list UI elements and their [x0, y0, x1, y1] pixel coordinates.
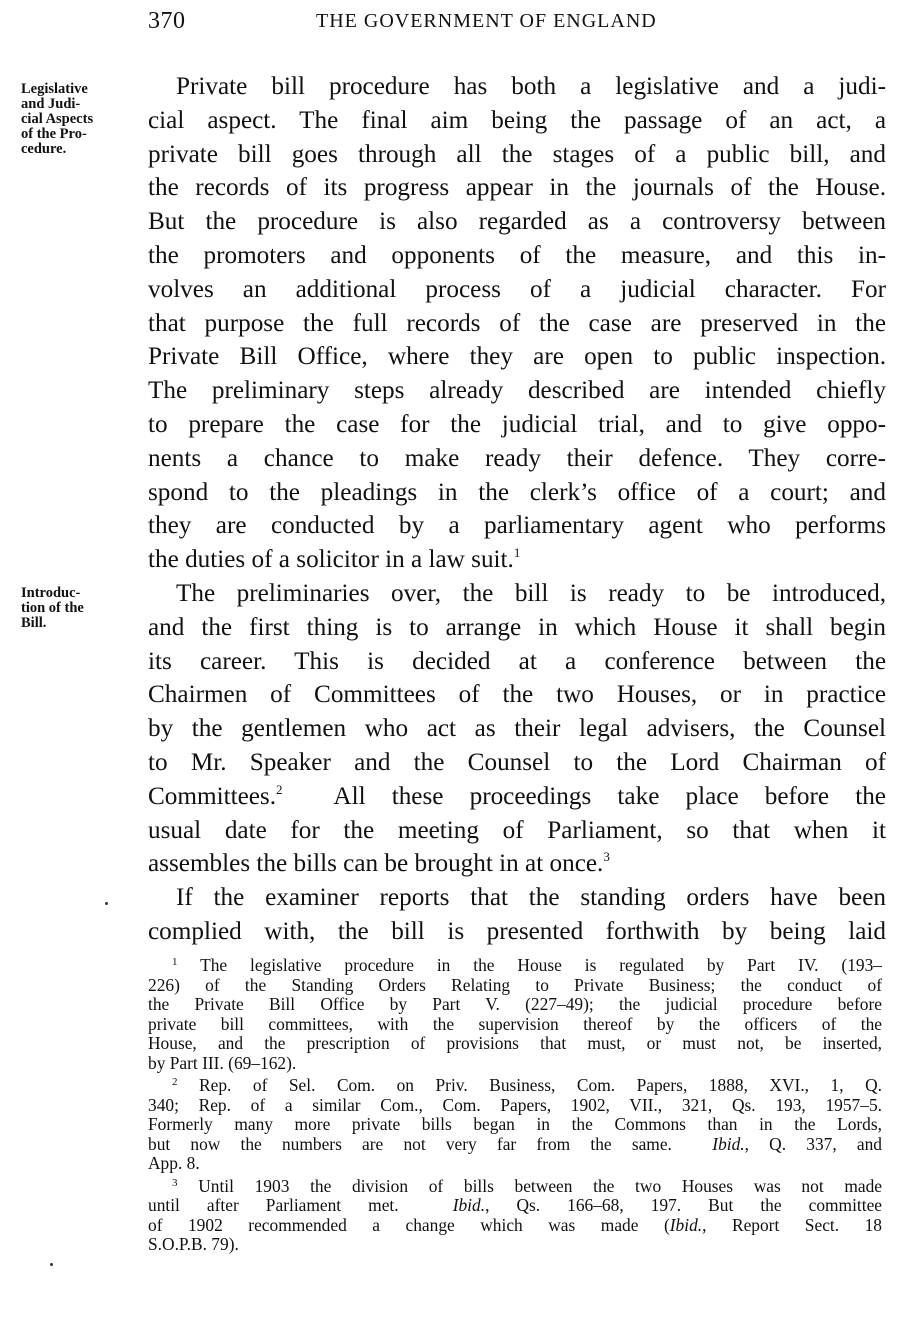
footnote-line: House, and the prescription of provisions that must, or must not, be inserted,: [148, 1033, 882, 1053]
footnote-line: 226) of the Standing Orders Relating to Private Business; the conduct of: [148, 974, 882, 995]
footnote-line: private bill committees, with the supervision thereof by the officers of the: [148, 1013, 882, 1034]
print-speck: [105, 902, 108, 905]
text-line: If the examiner reports that the standing orders have been: [176, 884, 886, 912]
text-fragment: assembles the bills can be brought in at once.: [148, 850, 604, 878]
running-head: [148, 8, 888, 38]
footnote-ref-2: 2: [276, 781, 283, 797]
footnote-line: 340; Rep. of a similar Com., Com. Papers, 1902, VII., 321, Qs. 193, 1957–5.: [148, 1094, 882, 1115]
text-fragment: , Qs. 166–68, 197. But the committee: [485, 1195, 883, 1215]
page-number: 370: [148, 8, 186, 34]
text-fragment: of 1902 recommended a change which was made (: [148, 1214, 670, 1235]
paragraph-1: [148, 70, 886, 577]
text-line: they are conducted by a parliamentary agent who performs: [148, 512, 886, 540]
sidenote-line: cedure.: [21, 141, 67, 157]
text-fragment: until after Parliament met.: [148, 1195, 399, 1215]
footnote-1: [148, 956, 882, 1073]
text-fragment: Committees.: [148, 782, 277, 810]
text-fragment: Until 1903 the division of bills between the two Houses was not made: [198, 1175, 882, 1196]
text-line: its career. This is decided at a conference between the: [148, 647, 886, 675]
print-speck: [50, 1263, 53, 1266]
footnote-line: [148, 1216, 882, 1236]
sidenote-introduction-bill: [21, 586, 133, 631]
sidenote-line: of the Pro-: [21, 126, 87, 142]
footnote-3: [148, 1177, 882, 1255]
text-line: cial aspect. The final aim being the passage of an act, a: [148, 106, 886, 134]
footnote-line: [148, 1076, 882, 1096]
text-line: to Mr. Speaker and the Counsel to the Lord Chairman of: [148, 748, 886, 776]
text-fragment: All these proceedings take place before the: [333, 782, 886, 810]
sidenote-line: Bill.: [21, 615, 47, 631]
text-line: to prepare the case for the judicial trial, and to give oppo-: [148, 410, 886, 438]
footnotes: [148, 956, 882, 1255]
text-line: [148, 847, 886, 881]
text-line: the records of its progress appear in the journals of the House.: [148, 174, 886, 202]
text-line: [148, 543, 886, 577]
footnote-line: by Part III. (69–162).: [148, 1052, 297, 1073]
text-fragment: , Report Sect. 18: [702, 1214, 882, 1235]
text-line: nents a chance to make ready their defence. They corre-: [148, 444, 886, 472]
text-fragment: Rep. of Sel. Com. on Priv. Business, Com. Papers, 1888, XVI., 1, Q.: [199, 1075, 882, 1095]
text-line: the promoters and opponents of the measure, and this in-: [148, 241, 886, 269]
text-line: complied with, the bill is presented forthwith by being laid: [148, 917, 886, 945]
footnote-line: [148, 1135, 882, 1155]
sidenote-line: Introduc-: [21, 585, 81, 601]
main-text: [148, 70, 886, 949]
footnote-line: [148, 1177, 882, 1197]
text-line: that purpose the full records of the case are preserved in the: [148, 309, 886, 337]
text-line: usual date for the meeting of Parliament, so that when it: [148, 816, 886, 844]
text-fragment: but now the numbers are not very far from the same.: [148, 1133, 672, 1154]
text-fragment: , Q. 337, and: [744, 1133, 882, 1154]
footnote-line: S.O.P.B. 79).: [148, 1234, 239, 1254]
footnote-line: the Private Bill Office by Part V. (227–49); the judicial procedure before: [148, 994, 882, 1014]
sidenote-line: tion of the: [21, 600, 84, 616]
text-line: But the procedure is also regarded as a controversy between: [148, 208, 886, 236]
paragraph-2: [148, 577, 886, 881]
footnote-ref-3: 3: [603, 849, 610, 865]
footnote-line: [148, 1196, 882, 1216]
text-fragment: The legislative procedure in the House is regulated by Part IV. (193–: [200, 955, 882, 975]
text-line: Chairmen of Committees of the two Houses, or in practice: [148, 681, 886, 709]
text-line: Private bill procedure has both a legislative and a judi-: [176, 73, 886, 100]
footnote-mark: 1: [172, 956, 178, 968]
sidenote-line: Legislative: [21, 81, 88, 97]
running-title: THE GOVERNMENT OF ENGLAND: [316, 10, 657, 32]
text-line: by the gentlemen who act as their legal advisers, the Counsel: [148, 715, 886, 743]
text-line: volves an additional process of a judicial character. For: [148, 275, 886, 303]
ibid-citation: Ibid.: [669, 1214, 703, 1235]
text-line: The preliminaries over, the bill is ready to be introduced,: [176, 579, 886, 607]
footnote-line: Formerly many more private bills began in the Commons than in the Lords,: [148, 1114, 882, 1134]
footnote-mark: 3: [172, 1176, 178, 1189]
sidenote-line: cial Aspects: [21, 111, 94, 127]
footnote-line: App. 8.: [148, 1153, 200, 1173]
ibid-citation: Ibid.: [712, 1133, 745, 1154]
footnote-line: [148, 956, 882, 976]
text-line: and the first thing is to arrange in which House it shall begin: [148, 613, 886, 641]
footnote-mark: 2: [172, 1076, 178, 1088]
text-line: spond to the pleadings in the clerk’s office of a court; and: [148, 478, 886, 506]
sidenote-line: and Judi-: [21, 96, 81, 112]
text-line: [148, 780, 886, 814]
footnote-2: [148, 1076, 882, 1174]
text-line: The preliminary steps already described are intended chiefly: [148, 377, 886, 405]
text-line: Private Bill Office, where they are open to public inspection.: [148, 343, 886, 371]
footnote-ref-1: 1: [513, 545, 521, 561]
paragraph-3: [148, 881, 886, 949]
text-line: private bill goes through all the stages of a public bill, and: [148, 140, 886, 168]
ibid-citation: Ibid.: [452, 1195, 486, 1215]
text-fragment: the duties of a solicitor in a law suit.: [148, 546, 514, 574]
sidenote-legislative-judicial: [21, 82, 133, 157]
